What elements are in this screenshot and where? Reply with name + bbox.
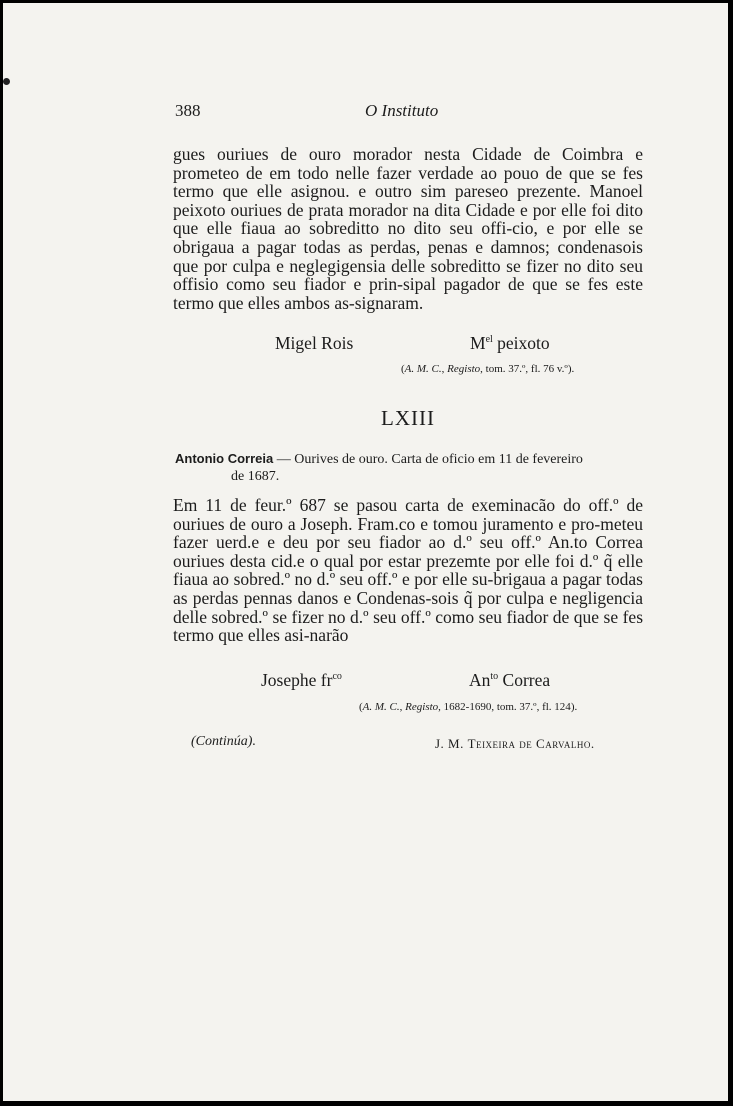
signature-right-2-abbr: An: [469, 670, 491, 690]
entry-heading: [175, 450, 643, 485]
running-title: O Instituto: [365, 101, 439, 120]
entry-name: Antonio Correia: [175, 451, 274, 466]
paragraph-2: [173, 496, 643, 645]
signature-left-2: [261, 670, 342, 691]
citation-1-source: A. M. C.: [404, 363, 442, 375]
entry-description: — Ourives de ouro. Carta de oficio em 11 de fevereiro: [276, 452, 583, 467]
signature-left-1: Migel Rois: [275, 333, 354, 353]
signature-right-2-sup: to: [490, 671, 499, 683]
author-initials: J. M.: [435, 736, 464, 751]
page-header: [175, 101, 641, 125]
signature-right-1: [470, 333, 550, 354]
ink-speck: [3, 78, 10, 85]
citation-2-register: Registo: [405, 701, 439, 713]
citation-2-ref: 1682-1690, tom. 37.º, fl. 124: [443, 701, 571, 713]
paragraph-2-text: Em 11 de feur.º 687 se pasou carta de exeminacão do off.º de ouriues de ouro a Joseph. Fram.co e tomou juramento e pro-meteu fazer uerd.e e deu por seu fiador ao d.º seu off.º An.to Correa ouriues desta cid.e o qual por estar prezemte por elle foi d.º q̃ elle fiaua ao sobred.º no d.º seu off.º e por elle su-brigaua a pagar todas as perdas pennas danos e Condenas-sois q̃ por culpa e negligencia delle sobred.º se fizer no d.º seu off.º como seu fiador de que se fes termo que elles asi-narão: [173, 495, 643, 646]
citation-1: (A. M. C., Registo, tom. 37.º, fl. 76 v.º).: [401, 363, 575, 375]
signature-left-2-abbr: fr: [320, 670, 333, 690]
signature-left-2-name: Josephe: [261, 670, 317, 690]
signature-right-2-name: Correa: [502, 670, 551, 690]
signature-right-1-sup: el: [485, 334, 493, 346]
paragraph-1-text: gues ouriues de ouro morador nesta Cidade de Coimbra e prometeo de em todo nelle fazer verdade ao pouo de que se fes termo que elle asignou. e outro sim pareseo prezente. Manoel peixoto ouriues de prata morador na dita Cidade e por elle foi dito que elle fiaua ao sobreditto no dito seu offi-cio, e por elle se obrigaua a pagar todas as perdas, penas e damnos; condenasois que por culpa e neglegigensia delle sobreditto se fizer no dito seu offisio como seu fiador e prin-sipal pagador de que se fes este termo que elles ambos as-signaram.: [173, 144, 643, 313]
author-credit: [435, 736, 595, 752]
citation-1-register: Registo: [447, 363, 481, 375]
signature-right-1-abbr: M: [470, 333, 486, 353]
section-heading: LXIII: [381, 406, 435, 430]
citation-2: (A. M. C., Registo, 1682-1690, tom. 37.º, fl. 124).: [359, 701, 578, 713]
scanned-page: [3, 3, 728, 1101]
paragraph-1: [173, 145, 643, 312]
continued-note: (Continúa).: [191, 734, 256, 749]
citation-1-ref: tom. 37.º, fl. 76 v.º: [485, 363, 568, 375]
entry-date: de 1687.: [231, 469, 280, 484]
author-name: Teixeira de Carvalho.: [467, 736, 595, 751]
signature-right-2: [469, 670, 550, 691]
citation-2-source: A. M. C.: [362, 701, 400, 713]
signature-left-2-sup: co: [332, 671, 342, 683]
page-number: 388: [175, 101, 201, 120]
signature-right-1-name: peixoto: [497, 333, 550, 353]
